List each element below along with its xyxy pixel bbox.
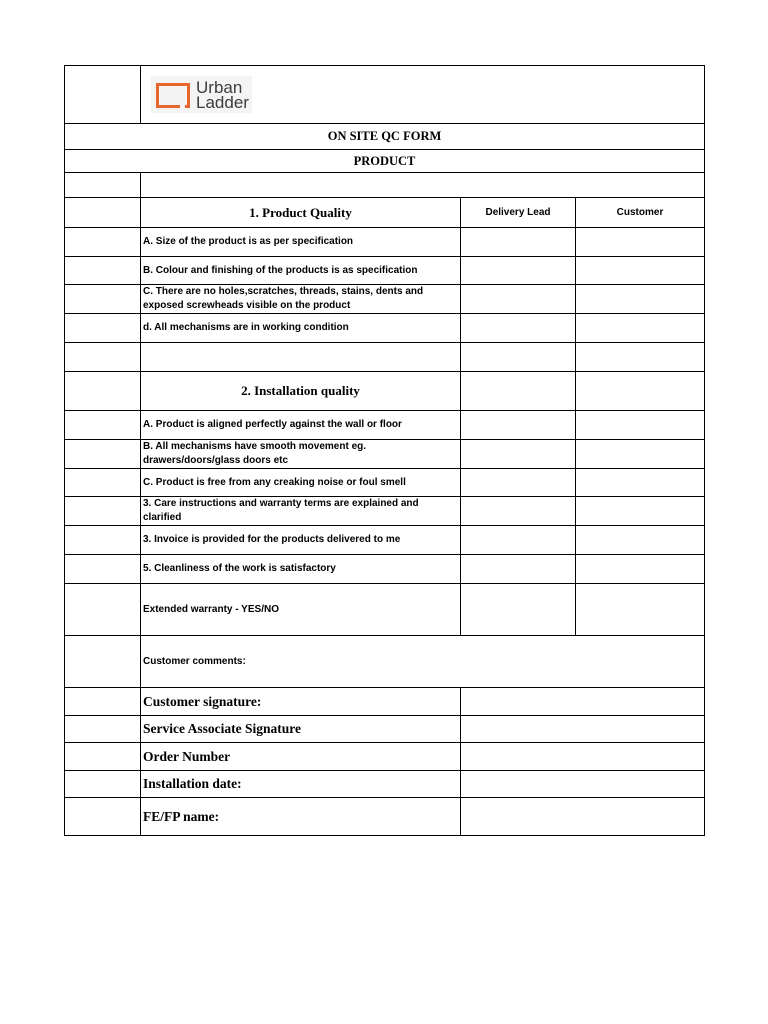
- delivery-lead-check-cell: [461, 584, 576, 635]
- extended-warranty-label: Extended warranty - YES/NO: [143, 603, 279, 615]
- row-marker-cell: [65, 285, 141, 313]
- customer-signature-label: Customer signature:: [143, 693, 262, 709]
- blank-cell: [65, 688, 141, 715]
- signoff-value-cell: [461, 798, 704, 835]
- blank-cell: [65, 372, 141, 410]
- delivery-lead-check-cell: [461, 411, 576, 439]
- signoff-row: [65, 688, 704, 716]
- delivery-lead-check-cell: [461, 555, 576, 583]
- blank-cell: [65, 343, 141, 371]
- logo-mark-outline: [158, 84, 189, 106]
- customer-comments-row: [65, 636, 704, 688]
- checklist-row: [65, 440, 704, 469]
- customer-check-cell: [576, 228, 704, 256]
- blank-cell: [65, 173, 141, 197]
- customer-comments-label: Customer comments:: [143, 655, 246, 667]
- signoff-label-cell: [141, 798, 461, 835]
- checklist-item-label: C. There are no holes,scratches, threads, stains, dents and exposed screwheads visible on the product: [143, 286, 424, 311]
- brand-wordmark-line-2: Ladder: [196, 93, 249, 112]
- section-heading-cell: [141, 372, 461, 410]
- blank-cell: [576, 343, 704, 371]
- form-title: ON SITE QC FORM: [327, 129, 442, 143]
- row-marker-cell: [65, 497, 141, 525]
- column-header-cell: [576, 198, 704, 227]
- title-row: [65, 124, 704, 150]
- checklist-item-cell: [141, 555, 461, 583]
- checklist-row: [65, 526, 704, 555]
- signoff-row: [65, 743, 704, 771]
- section-header-row: [65, 198, 704, 228]
- extended-warranty-cell: [141, 584, 461, 635]
- customer-check-cell: [576, 555, 704, 583]
- blank-cell: [65, 798, 141, 835]
- blank-cell: [65, 743, 141, 770]
- customer-check-cell: [576, 497, 704, 525]
- customer-check-cell: [576, 526, 704, 554]
- row-marker-cell: [65, 257, 141, 284]
- blank-cell: [576, 372, 704, 410]
- service-associate-signature-label: Service Associate Signature: [143, 721, 301, 736]
- checklist-item-cell: [141, 285, 461, 313]
- checklist-row: [65, 411, 704, 440]
- checklist-item-cell: [141, 440, 461, 468]
- checklist-row: [65, 469, 704, 497]
- signoff-value-cell: [461, 688, 704, 715]
- row-marker-cell: [65, 555, 141, 583]
- blank-cell: [141, 173, 704, 197]
- qc-form-table: [64, 65, 705, 836]
- signoff-row: [65, 716, 704, 743]
- signoff-row: [65, 771, 704, 798]
- installation-date-label: Installation date:: [143, 776, 242, 791]
- row-marker-cell: [65, 584, 141, 635]
- row-marker-cell: [65, 469, 141, 496]
- subtitle-row: [65, 150, 704, 173]
- customer-check-cell: [576, 257, 704, 284]
- checklist-row: [65, 257, 704, 285]
- delivery-lead-check-cell: [461, 228, 576, 256]
- checklist-item-label: A. Size of the product is as per specification: [143, 236, 354, 247]
- section-heading-cell: [141, 198, 461, 227]
- checklist-row: [65, 497, 704, 526]
- checklist-item-label: B. All mechanisms have smooth movement eg. drawers/doors/glass doors etc: [143, 441, 367, 466]
- section-heading-installation-quality: 2. Installation quality: [241, 383, 360, 398]
- customer-check-cell: [576, 285, 704, 313]
- customer-check-cell: [576, 440, 704, 468]
- customer-comments-cell: [141, 636, 704, 687]
- row-marker-cell: [65, 440, 141, 468]
- delivery-lead-check-cell: [461, 257, 576, 284]
- brand-logo: [151, 76, 252, 113]
- urban-ladder-mark-icon: [156, 83, 190, 108]
- checklist-row: [65, 555, 704, 584]
- spacer-row: [65, 173, 704, 198]
- logo-row: [65, 66, 704, 124]
- delivery-lead-check-cell: [461, 314, 576, 342]
- row-marker-cell: [65, 526, 141, 554]
- brand-wordmark-line-1: Urban: [196, 78, 243, 97]
- order-number-label: Order Number: [143, 748, 231, 764]
- checklist-item-cell: [141, 469, 461, 496]
- signoff-label-cell: [141, 716, 461, 742]
- row-marker-cell: [65, 411, 141, 439]
- checklist-item-label: 5. Cleanliness of the work is satisfactory: [143, 563, 336, 574]
- signoff-row: [65, 798, 704, 835]
- signoff-label-cell: [141, 743, 461, 770]
- signoff-value-cell: [461, 743, 704, 770]
- column-header-customer: Customer: [616, 207, 664, 218]
- blank-cell: [65, 771, 141, 797]
- checklist-row: [65, 228, 704, 257]
- delivery-lead-check-cell: [461, 469, 576, 496]
- checklist-row: [65, 285, 704, 314]
- blank-cell: [461, 343, 576, 371]
- delivery-lead-check-cell: [461, 440, 576, 468]
- blank-cell: [461, 372, 576, 410]
- extended-warranty-row: [65, 584, 704, 636]
- delivery-lead-check-cell: [461, 497, 576, 525]
- delivery-lead-check-cell: [461, 285, 576, 313]
- blank-cell: [65, 198, 141, 227]
- checklist-item-label: 3. Invoice is provided for the products delivered to me: [143, 534, 401, 545]
- blank-cell: [65, 66, 141, 123]
- brand-wordmark: [196, 80, 249, 110]
- customer-check-cell: [576, 469, 704, 496]
- empty-row: [65, 343, 704, 372]
- checklist-row: [65, 314, 704, 343]
- row-marker-cell: [65, 314, 141, 342]
- customer-check-cell: [576, 584, 704, 635]
- checklist-item-cell: [141, 526, 461, 554]
- checklist-item-cell: [141, 314, 461, 342]
- delivery-lead-check-cell: [461, 526, 576, 554]
- row-marker-cell: [65, 228, 141, 256]
- blank-cell: [141, 343, 461, 371]
- checklist-item-cell: [141, 257, 461, 284]
- fe-fp-name-label: FE/FP name:: [143, 808, 220, 824]
- checklist-item-cell: [141, 228, 461, 256]
- form-subtitle-cell: [65, 150, 704, 172]
- customer-check-cell: [576, 411, 704, 439]
- blank-cell: [65, 716, 141, 742]
- checklist-item-cell: [141, 411, 461, 439]
- logo-cell: [141, 66, 704, 123]
- signoff-label-cell: [141, 771, 461, 797]
- form-title-cell: [65, 124, 704, 149]
- column-header-delivery-lead: Delivery Lead: [485, 207, 551, 218]
- signoff-label-cell: [141, 688, 461, 715]
- form-subtitle: PRODUCT: [353, 153, 416, 168]
- column-header-cell: [461, 198, 576, 227]
- checklist-item-label: B. Colour and finishing of the products is as specification: [143, 264, 418, 276]
- customer-check-cell: [576, 314, 704, 342]
- checklist-item-label: d. All mechanisms are in working condition: [143, 322, 349, 333]
- checklist-item-label: A. Product is aligned perfectly against the wall or floor: [143, 419, 402, 430]
- checklist-item-label: C. Product is free from any creaking noise or foul smell: [143, 476, 406, 488]
- signoff-value-cell: [461, 716, 704, 742]
- section-header-row: [65, 372, 704, 411]
- signoff-value-cell: [461, 771, 704, 797]
- blank-cell: [65, 636, 141, 687]
- section-heading-product-quality: 1. Product Quality: [249, 204, 352, 220]
- checklist-item-label: 3. Care instructions and warranty terms are explained and clarified: [143, 498, 419, 523]
- checklist-item-cell: [141, 497, 461, 525]
